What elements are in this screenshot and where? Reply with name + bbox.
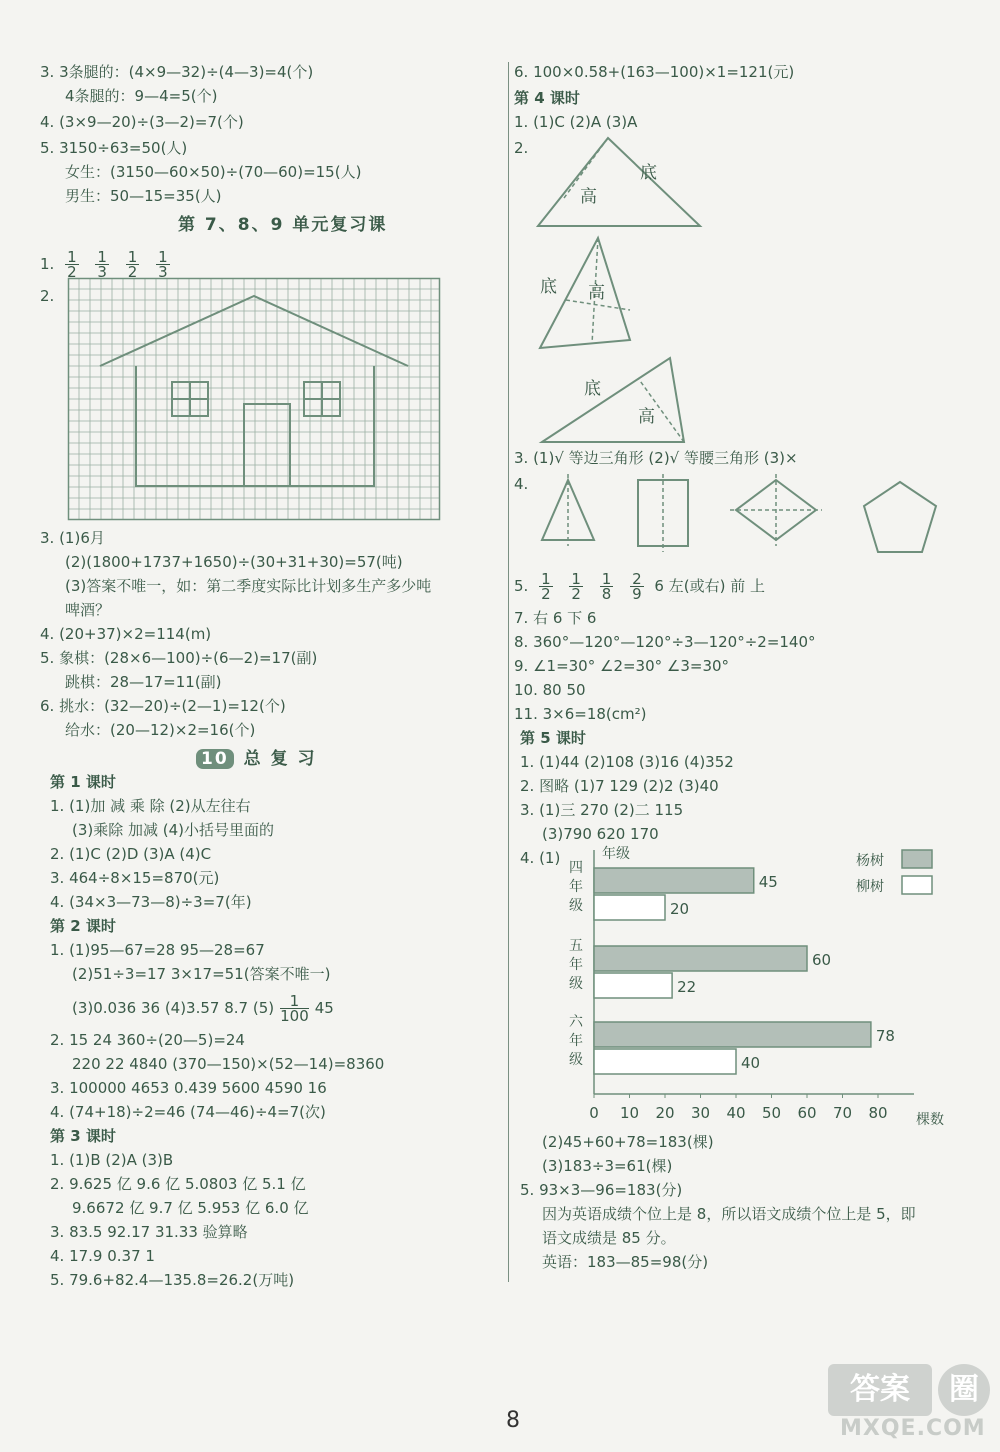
answer-line: (3)乘除 加减 (4)小括号里面的 [72, 821, 275, 839]
unit-number-badge: 10 [196, 749, 234, 769]
answer-line: 4条腿的：9—4=5(个) [65, 87, 218, 105]
answer-line: 2. 图略 (1)7 129 (2)2 (3)40 [520, 777, 719, 795]
height-label: 高 [638, 407, 655, 427]
answer-line: 因为英语成绩个位上是 8，所以语文成绩个位上是 5，即 [542, 1205, 916, 1223]
answer-line: 4. 17.9 0.37 1 [50, 1247, 155, 1265]
answer-line: 9.6672 亿 9.7 亿 5.953 亿 6.0 亿 [72, 1199, 309, 1217]
x-tick-label: 80 [868, 1104, 888, 1122]
lesson-heading: 第 1 课时 [50, 773, 116, 791]
watermark-logo [822, 1362, 994, 1446]
answer-line: (2)51÷3=17 3×17=51(答案不唯一) [72, 965, 331, 983]
x-tick-label: 30 [690, 1104, 711, 1122]
answer-line: 5. 93×3—96=183(分) [520, 1181, 683, 1199]
category-label: 五 [569, 938, 583, 954]
bar-杨树 [594, 1022, 871, 1047]
answer-line: 3. (1)三 270 (2)二 115 [520, 801, 684, 819]
answer-line: 8. 360°—120°—120°÷3—120°÷2=140° [514, 633, 816, 651]
unit-heading [196, 744, 317, 769]
question-number: 5. [514, 577, 529, 595]
legend-label: 柳树 [856, 879, 884, 895]
answer-line: 11. 3×6=18(cm²) [514, 705, 647, 723]
bar-柳树 [594, 973, 672, 998]
answer-line: 3. (1)6月 [40, 529, 105, 547]
answer-line: 220 22 4840 (370—150)×(52—14)=8360 [72, 1055, 385, 1073]
triangle-height-figure-2 [536, 236, 636, 354]
fraction: $\frac{1}{3}$ [158, 248, 168, 281]
answer-line: 3. 3条腿的：(4×9—32)÷(4—3)=4(个) [40, 63, 314, 81]
answer-line: 6. 挑水：(32—20)÷(2—1)=12(个) [40, 697, 286, 715]
lesson-heading: 第 2 课时 [50, 917, 116, 935]
category-label: 级 [569, 976, 583, 992]
answer-line: 4. (20+37)×2=114(m) [40, 625, 212, 643]
question-number: 1. [40, 255, 55, 273]
answer-line: 1. (1)C (2)A (3)A [514, 113, 638, 131]
answer-line: 给水：(20—12)×2=16(个) [65, 721, 256, 739]
x-tick-label: 20 [655, 1104, 675, 1122]
symmetry-shapes-figure [538, 474, 938, 556]
section-heading: 第 7、8、9 单元复习课 [178, 215, 388, 235]
answer-line: 3. (1)√ 等边三角形 (2)√ 等腰三角形 (3)× [514, 449, 798, 467]
fraction: $\frac{1}{3}$ [97, 248, 107, 281]
unit-title: 总 复 习 [243, 749, 317, 769]
answer-line: 女生：(3150—60×50)÷(70—60)=15(人) [65, 163, 362, 181]
answer-line: 2. (1)C (2)D (3)A (4)C [50, 845, 212, 863]
height-label: 高 [588, 283, 605, 303]
question-number: 4. [514, 475, 529, 493]
legend-label: 杨树 [856, 853, 884, 869]
bar-杨树 [594, 868, 754, 893]
watermark-url: MXQE.COM [840, 1416, 986, 1441]
bar-柳树 [594, 895, 665, 920]
grid-house-figure [68, 278, 440, 520]
answer-line: 5. 79.6+82.4—135.8=26.2(万吨) [50, 1271, 295, 1289]
bar-value-label: 20 [670, 900, 690, 918]
answer-line: (3)0.036 36 (4)3.57 8.7 (5) $\frac{1}{100}$ 45 [72, 992, 334, 1025]
question-number: 2. [40, 287, 55, 305]
answer-line: 男生：50—15=35(人) [65, 187, 222, 205]
x-tick-label: 50 [761, 1104, 782, 1122]
answer-line: (2)45+60+78=183(棵) [542, 1133, 714, 1151]
answer-line: (3)183÷3=61(棵) [542, 1157, 673, 1175]
answer-line: 10. 80 50 [514, 681, 586, 699]
x-tick-label: 70 [832, 1104, 853, 1122]
x-axis-label: 棵数 [916, 1112, 944, 1128]
answer-line: (3)790 620 170 [542, 825, 659, 843]
base-label: 底 [640, 163, 657, 183]
fraction: $\frac{1}{8}$ [601, 570, 612, 603]
lesson-heading: 第 5 课时 [520, 729, 586, 747]
bar-柳树 [594, 1049, 736, 1074]
answer-line: 3. 100000 4653 0.439 5600 4590 16 [50, 1079, 327, 1097]
answer-line: 2. 9.625 亿 9.6 亿 5.0803 亿 5.1 亿 [50, 1175, 306, 1193]
answer-line: 2. 15 24 360÷(20—5)=24 [50, 1031, 245, 1049]
answer-line: 啤酒？ [65, 601, 111, 619]
triangle-height-figure-3 [538, 356, 688, 446]
bar-杨树 [594, 946, 807, 971]
x-tick-label: 40 [726, 1104, 746, 1122]
tree-count-bar-chart [560, 842, 950, 1132]
fraction-answer-row: 5. $\frac{1}{2}$ $\frac{1}{2}$ $\frac{1}{8}$ $\frac{2}{9}$ 6 左(或右) 前 上 [514, 570, 765, 603]
answer-line: 1. (1)加 减 乘 除 (2)从左往右 [50, 797, 251, 815]
column-divider [508, 62, 509, 1282]
answer-line: (2)(1800+1737+1650)÷(30+31+30)=57(吨) [65, 553, 403, 571]
answer-line: 语文成绩是 85 分。 [542, 1229, 676, 1247]
category-label: 四 [569, 860, 583, 876]
category-label: 年 [569, 957, 583, 973]
bar-value-label: 45 [758, 873, 778, 891]
legend-swatch [902, 850, 932, 868]
legend-swatch [902, 876, 932, 894]
category-label: 六 [569, 1014, 583, 1030]
answer-line: 英语：183—85=98(分) [542, 1253, 709, 1271]
watermark-text: 答案 [828, 1364, 932, 1416]
answer-line: 3. 83.5 92.17 31.33 验算略 [50, 1223, 248, 1241]
answer-line: 5. 3150÷63=50(人) [40, 139, 188, 157]
fraction: $\frac{1}{2}$ [127, 248, 138, 281]
category-label: 级 [569, 1052, 583, 1068]
answer-line: 9. ∠1=30° ∠2=30° ∠3=30° [514, 657, 730, 675]
lesson-heading: 第 4 课时 [514, 89, 580, 107]
watermark-badge: 圈 [938, 1364, 990, 1416]
bar-value-label: 22 [677, 978, 697, 996]
bar-value-label: 78 [875, 1027, 895, 1045]
base-label: 底 [540, 277, 557, 297]
answer-line: 3. 464÷8×15=870(元) [50, 869, 220, 887]
answer-line: 1. (1)B (2)A (3)B [50, 1151, 174, 1169]
answer-line: 7. 右 6 下 6 [514, 609, 597, 627]
y-axis-label: 年级 [602, 846, 630, 862]
answer-line: 4. (3×9—20)÷(3—2)=7(个) [40, 113, 244, 131]
fraction: $\frac{1}{2}$ [67, 248, 77, 281]
x-tick-label: 10 [619, 1104, 640, 1122]
fraction: $\frac{1}{2}$ [541, 570, 551, 603]
answer-line: (3)答案不唯一，如：第二季度实际比计划多生产多少吨 [65, 577, 432, 595]
base-label: 底 [584, 379, 601, 399]
answer-line: 5. 象棋：(28×6—100)÷(6—2)=17(副) [40, 649, 318, 667]
x-tick-label: 60 [797, 1104, 817, 1122]
category-label: 级 [569, 898, 583, 914]
answer-line: 4. (74+18)÷2=46 (74—46)÷4=7(次) [50, 1103, 326, 1121]
bar-value-label: 40 [741, 1054, 761, 1072]
fraction: $\frac{2}{9}$ [632, 570, 642, 603]
fraction: $\frac{1}{2}$ [571, 570, 581, 603]
answer-line: 1. (1)95—67=28 95—28=67 [50, 941, 265, 959]
triangle-height-figure-1 [534, 136, 704, 232]
question-number: 2. [514, 139, 529, 157]
page-number: 8 [506, 1408, 520, 1433]
x-tick-label: 0 [589, 1104, 599, 1122]
answer-line: 跳棋：28—17=11(副) [65, 673, 222, 691]
bar-value-label: 60 [812, 951, 832, 969]
lesson-heading: 第 3 课时 [50, 1127, 116, 1145]
fraction: $\frac{1}{100}$ [280, 992, 309, 1025]
answer-line: 6. 100×0.58+(163—100)×1=121(元) [514, 63, 795, 81]
answer-line: 1. (1)44 (2)108 (3)16 (4)352 [520, 753, 734, 771]
height-label: 高 [580, 187, 597, 207]
answer-line: 4. (1) [520, 849, 561, 867]
answer-line: 4. (34×3—73—8)÷3=7(年) [50, 893, 252, 911]
category-label: 年 [569, 1033, 583, 1049]
category-label: 年 [569, 879, 583, 895]
